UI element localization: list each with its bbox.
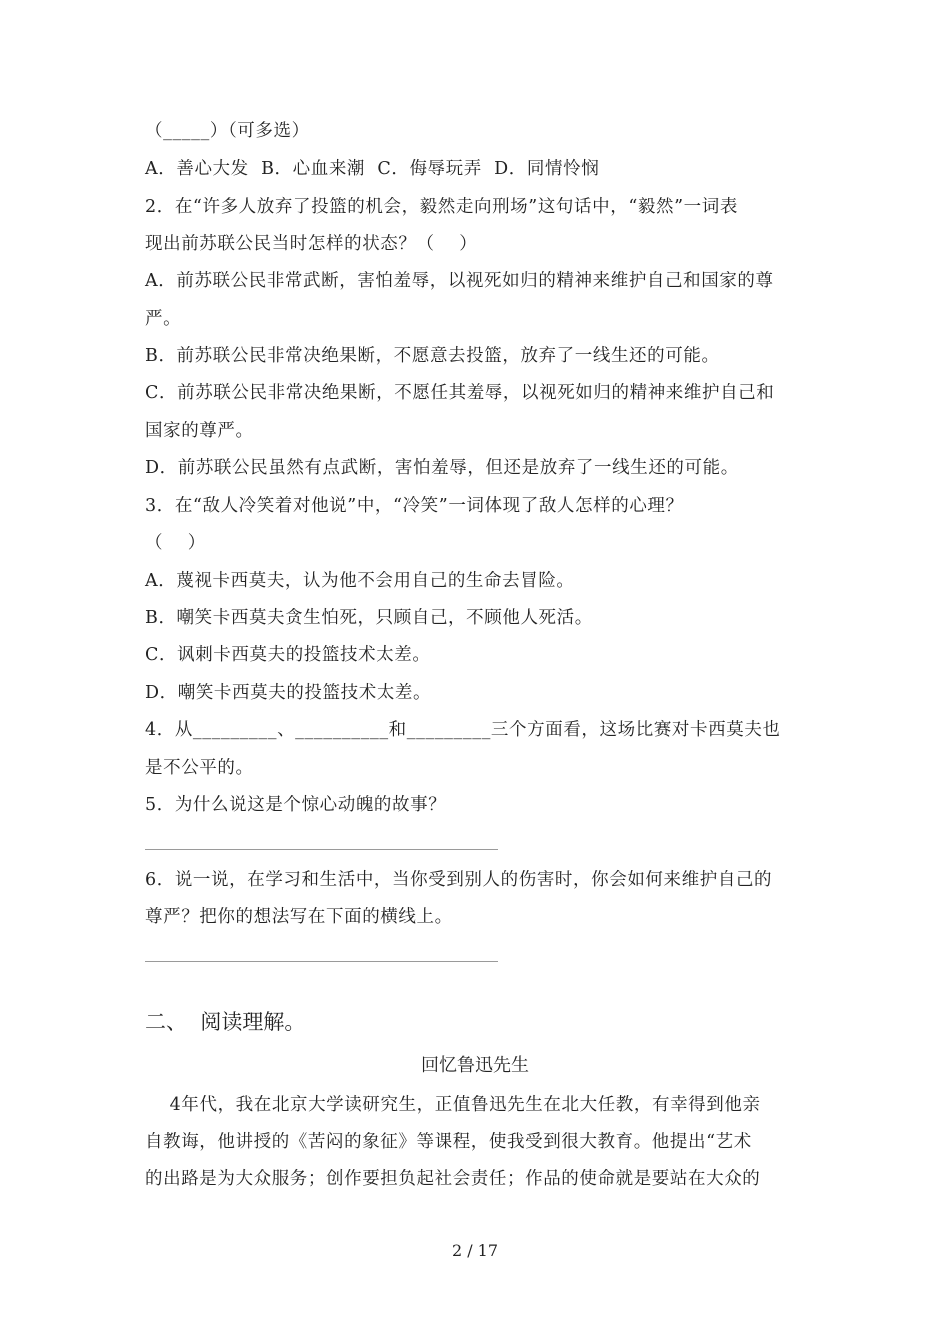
question-6-text: 6．说一说，在学习和生活中，当你受到别人的伤害时，你会如何来维护自己的 <box>145 870 773 890</box>
question-3-option-b: B．嘲笑卡西莫夫贪生怕死，只顾自己，不顾他人死活。 <box>145 608 593 628</box>
question-2-option-a-cont: 严。 <box>145 309 182 329</box>
passage-line: 自教诲，他讲授的《苦闷的象征》等课程，使我受到很大教育。他提出“艺术 <box>145 1132 752 1152</box>
question-3-option-d: D．嘲笑卡西莫夫的投篮技术太差。 <box>145 683 432 703</box>
answer-line-5 <box>145 849 498 850</box>
passage-line: 4年代，我在北京大学读研究生，正值鲁迅先生在北大任教，有幸得到他亲 <box>145 1095 761 1115</box>
question-4-text-cont: 是不公平的。 <box>145 758 254 778</box>
question-2-text: 2．在“许多人放弃了投篮的机会，毅然走向刑场”这句话中，“毅然”一词表 <box>145 197 738 217</box>
question-2-option-d: D．前苏联公民虽然有点武断，害怕羞辱，但还是放弃了一线生还的可能。 <box>145 458 739 478</box>
question-2-text-cont: 现出前苏联公民当时怎样的状态？（ ） <box>145 234 478 254</box>
question-3-blank: （ ） <box>145 533 206 553</box>
question-3-text: 3．在“敌人冷笑着对他说”中，“冷笑”一词体现了敌人怎样的心理？ <box>145 496 684 516</box>
question-2-option-b: B．前苏联公民非常决绝果断，不愿意去投篮，放弃了一线生还的可能。 <box>145 346 720 366</box>
question-2-option-c-cont: 国家的尊严。 <box>145 421 254 441</box>
question-1-options: A．善心大发 B．心血来潮 C．侮辱玩弄 D．同情怜悯 <box>145 159 600 179</box>
answer-line-6 <box>145 961 498 962</box>
question-6-text-cont: 尊严？把你的想法写在下面的横线上。 <box>145 907 453 927</box>
question-1-blank: （_____）（可多选） <box>145 121 310 141</box>
question-5-text: 5．为什么说这是个惊心动魄的故事？ <box>145 795 447 815</box>
page-number: 2 / 17 <box>451 1241 499 1260</box>
section-heading: 二、 阅读理解。 <box>145 1010 306 1034</box>
question-2-option-c: C．前苏联公民非常决绝果断，不愿任其羞辱，以视死如归的精神来维护自己和 <box>145 383 775 403</box>
question-3-option-a: A．蔑视卡西莫夫，认为他不会用自己的生命去冒险。 <box>145 571 575 591</box>
question-3-option-c: C．讽刺卡西莫夫的投篮技术太差。 <box>145 645 431 665</box>
question-4-text: 4．从_________、__________和_________三个方面看，这场比赛对卡西莫夫也 <box>145 720 781 740</box>
passage-title: 回忆鲁迅先生 <box>421 1055 529 1076</box>
passage-line: 的出路是为大众服务；创作要担负起社会责任；作品的使命就是要站在大众的 <box>145 1169 761 1189</box>
question-2-option-a: A．前苏联公民非常武断，害怕羞辱，以视死如归的精神来维护自己和国家的尊 <box>145 271 774 291</box>
